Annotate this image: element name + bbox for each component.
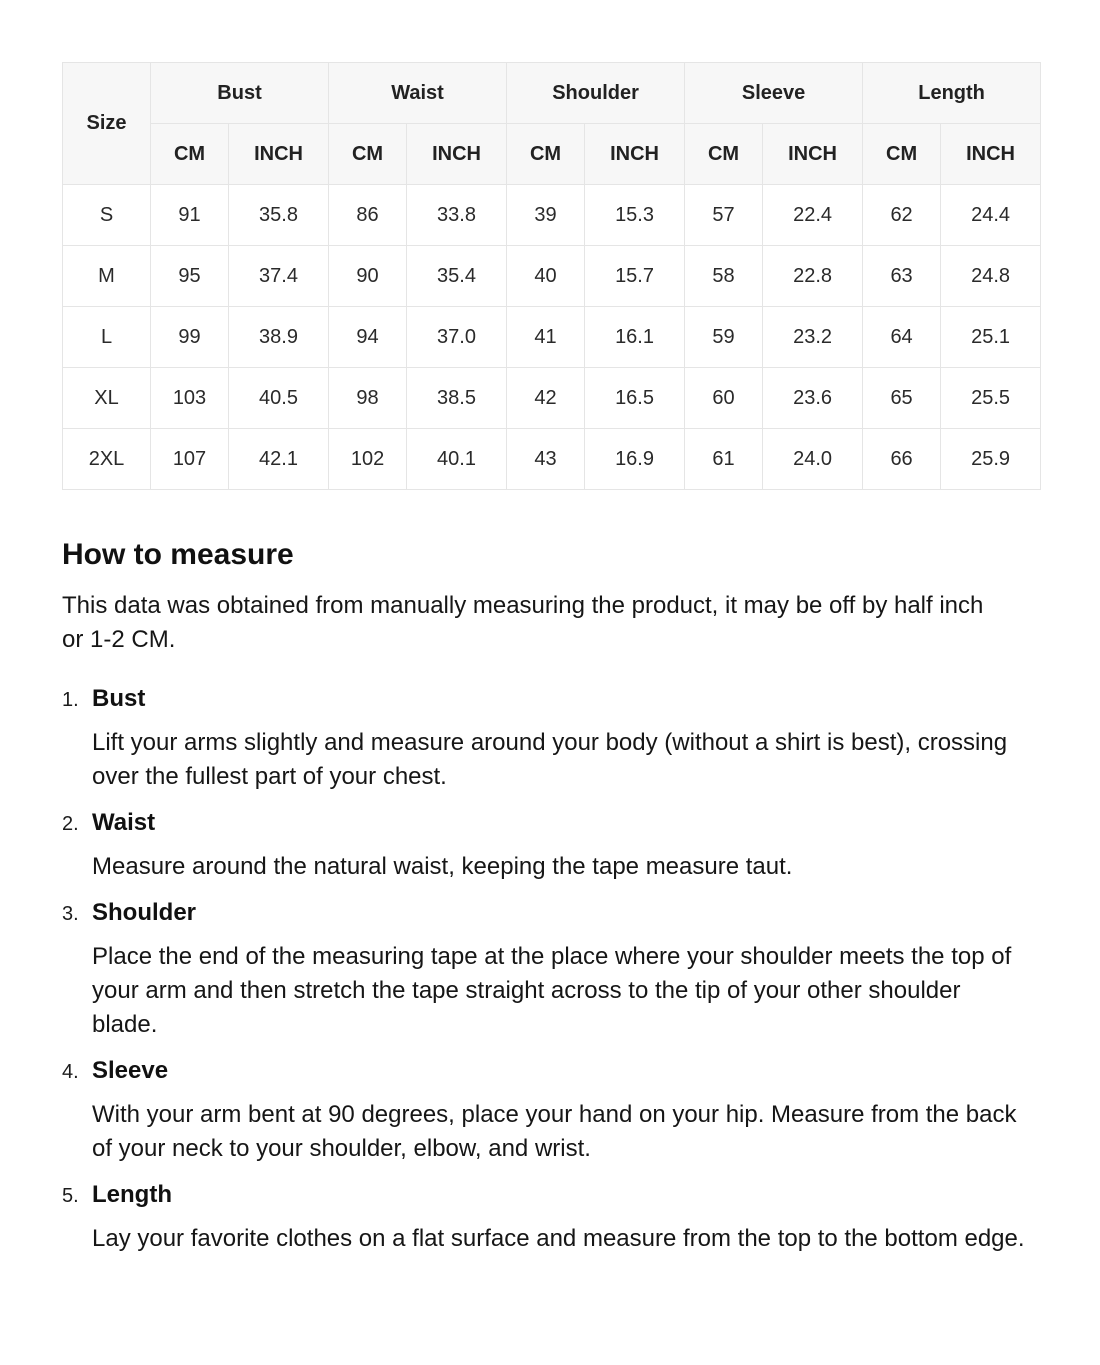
- value-cell: 95: [151, 246, 229, 307]
- value-cell: 23.6: [763, 368, 863, 429]
- value-cell: 43: [507, 429, 585, 490]
- unit-header-inch: INCH: [585, 124, 685, 185]
- value-cell: 40: [507, 246, 585, 307]
- value-cell: 42.1: [229, 429, 329, 490]
- value-cell: 60: [685, 368, 763, 429]
- unit-header-cm: CM: [863, 124, 941, 185]
- measure-step-bust: [62, 685, 1038, 794]
- value-cell: 15.3: [585, 185, 685, 246]
- value-cell: 23.2: [763, 307, 863, 368]
- value-cell: 57: [685, 185, 763, 246]
- step-title: Shoulder: [92, 899, 197, 926]
- unit-header-inch: INCH: [229, 124, 329, 185]
- step-description: Lay your favorite clothes on a flat surface and measure from the top to the bottom edge.: [92, 1225, 1025, 1252]
- measure-step-sleeve: [62, 1057, 1038, 1166]
- size-cell: L: [63, 307, 151, 368]
- group-header-row: [63, 63, 1041, 124]
- measure-step-shoulder: [62, 899, 1038, 1042]
- step-title: Bust: [92, 685, 146, 712]
- step-heading: [62, 1057, 1038, 1085]
- value-cell: 22.4: [763, 185, 863, 246]
- group-header-shoulder: Shoulder: [507, 63, 685, 124]
- measure-step-length: [62, 1181, 1038, 1256]
- group-header-bust: Bust: [151, 63, 329, 124]
- value-cell: 40.5: [229, 368, 329, 429]
- value-cell: 35.8: [229, 185, 329, 246]
- value-cell: 16.1: [585, 307, 685, 368]
- group-header-waist: Waist: [329, 63, 507, 124]
- size-cell: 2XL: [63, 429, 151, 490]
- table-row-m: [63, 246, 1041, 307]
- step-title: Waist: [92, 809, 156, 836]
- step-heading: [62, 809, 1038, 837]
- how-to-measure-section: [62, 537, 1038, 1256]
- size-cell: XL: [63, 368, 151, 429]
- step-description: Place the end of the measuring tape at the place where your shoulder meets the top of your arm and then stretch the tape straight across to the tip of your other shoulder blade.: [92, 943, 1012, 1038]
- step-description: With your arm bent at 90 degrees, place your hand on your hip. Measure from the back of your neck to your shoulder, elbow, and wrist.: [92, 1101, 1017, 1162]
- unit-header-cm: CM: [329, 124, 407, 185]
- table-row-xl: [63, 368, 1041, 429]
- value-cell: 38.9: [229, 307, 329, 368]
- unit-header-cm: CM: [151, 124, 229, 185]
- group-header-sleeve: Sleeve: [685, 63, 863, 124]
- value-cell: 38.5: [407, 368, 507, 429]
- step-number: 1.: [62, 689, 79, 711]
- unit-header-cm: CM: [507, 124, 585, 185]
- value-cell: 65: [863, 368, 941, 429]
- size-cell: M: [63, 246, 151, 307]
- value-cell: 25.1: [941, 307, 1041, 368]
- value-cell: 16.5: [585, 368, 685, 429]
- value-cell: 24.0: [763, 429, 863, 490]
- measure-steps-list: [62, 685, 1038, 1256]
- size-chart-body: [63, 185, 1041, 490]
- value-cell: 16.9: [585, 429, 685, 490]
- value-cell: 91: [151, 185, 229, 246]
- value-cell: 59: [685, 307, 763, 368]
- value-cell: 39: [507, 185, 585, 246]
- value-cell: 103: [151, 368, 229, 429]
- step-description: Measure around the natural waist, keeping the tape measure taut.: [92, 853, 793, 880]
- size-cell: S: [63, 185, 151, 246]
- value-cell: 94: [329, 307, 407, 368]
- step-number: 5.: [62, 1185, 79, 1207]
- table-row-2xl: [63, 429, 1041, 490]
- value-cell: 62: [863, 185, 941, 246]
- table-row-l: [63, 307, 1041, 368]
- value-cell: 102: [329, 429, 407, 490]
- size-chart-table: [62, 62, 1041, 490]
- value-cell: 22.8: [763, 246, 863, 307]
- value-cell: 86: [329, 185, 407, 246]
- unit-header-row: [63, 124, 1041, 185]
- unit-header-cm: CM: [685, 124, 763, 185]
- value-cell: 99: [151, 307, 229, 368]
- step-number: 3.: [62, 903, 79, 925]
- step-number: 4.: [62, 1061, 79, 1083]
- value-cell: 35.4: [407, 246, 507, 307]
- step-title: Sleeve: [92, 1057, 169, 1084]
- measure-step-waist: [62, 809, 1038, 884]
- step-heading: [62, 899, 1038, 927]
- value-cell: 58: [685, 246, 763, 307]
- step-title: Length: [92, 1181, 172, 1208]
- value-cell: 63: [863, 246, 941, 307]
- value-cell: 41: [507, 307, 585, 368]
- value-cell: 24.4: [941, 185, 1041, 246]
- value-cell: 64: [863, 307, 941, 368]
- value-cell: 42: [507, 368, 585, 429]
- value-cell: 66: [863, 429, 941, 490]
- size-column-header: Size: [63, 63, 151, 185]
- value-cell: 37.4: [229, 246, 329, 307]
- group-header-length: Length: [863, 63, 1041, 124]
- step-heading: [62, 685, 1038, 713]
- step-description: Lift your arms slightly and measure around your body (without a shirt is best), crossing over the fullest part of your chest.: [92, 729, 1008, 790]
- value-cell: 37.0: [407, 307, 507, 368]
- value-cell: 25.9: [941, 429, 1041, 490]
- unit-header-inch: INCH: [941, 124, 1041, 185]
- table-row-s: [63, 185, 1041, 246]
- value-cell: 33.8: [407, 185, 507, 246]
- value-cell: 98: [329, 368, 407, 429]
- step-number: 2.: [62, 813, 79, 835]
- value-cell: 107: [151, 429, 229, 490]
- value-cell: 25.5: [941, 368, 1041, 429]
- section-title: How to measure: [62, 538, 294, 571]
- intro-paragraph: This data was obtained from manually measuring the product, it may be off by half inch or 1-2 CM.: [62, 592, 984, 653]
- value-cell: 90: [329, 246, 407, 307]
- value-cell: 24.8: [941, 246, 1041, 307]
- unit-header-inch: INCH: [407, 124, 507, 185]
- value-cell: 15.7: [585, 246, 685, 307]
- value-cell: 40.1: [407, 429, 507, 490]
- value-cell: 61: [685, 429, 763, 490]
- unit-header-inch: INCH: [763, 124, 863, 185]
- step-heading: [62, 1181, 1038, 1209]
- size-chart-header: [63, 63, 1041, 185]
